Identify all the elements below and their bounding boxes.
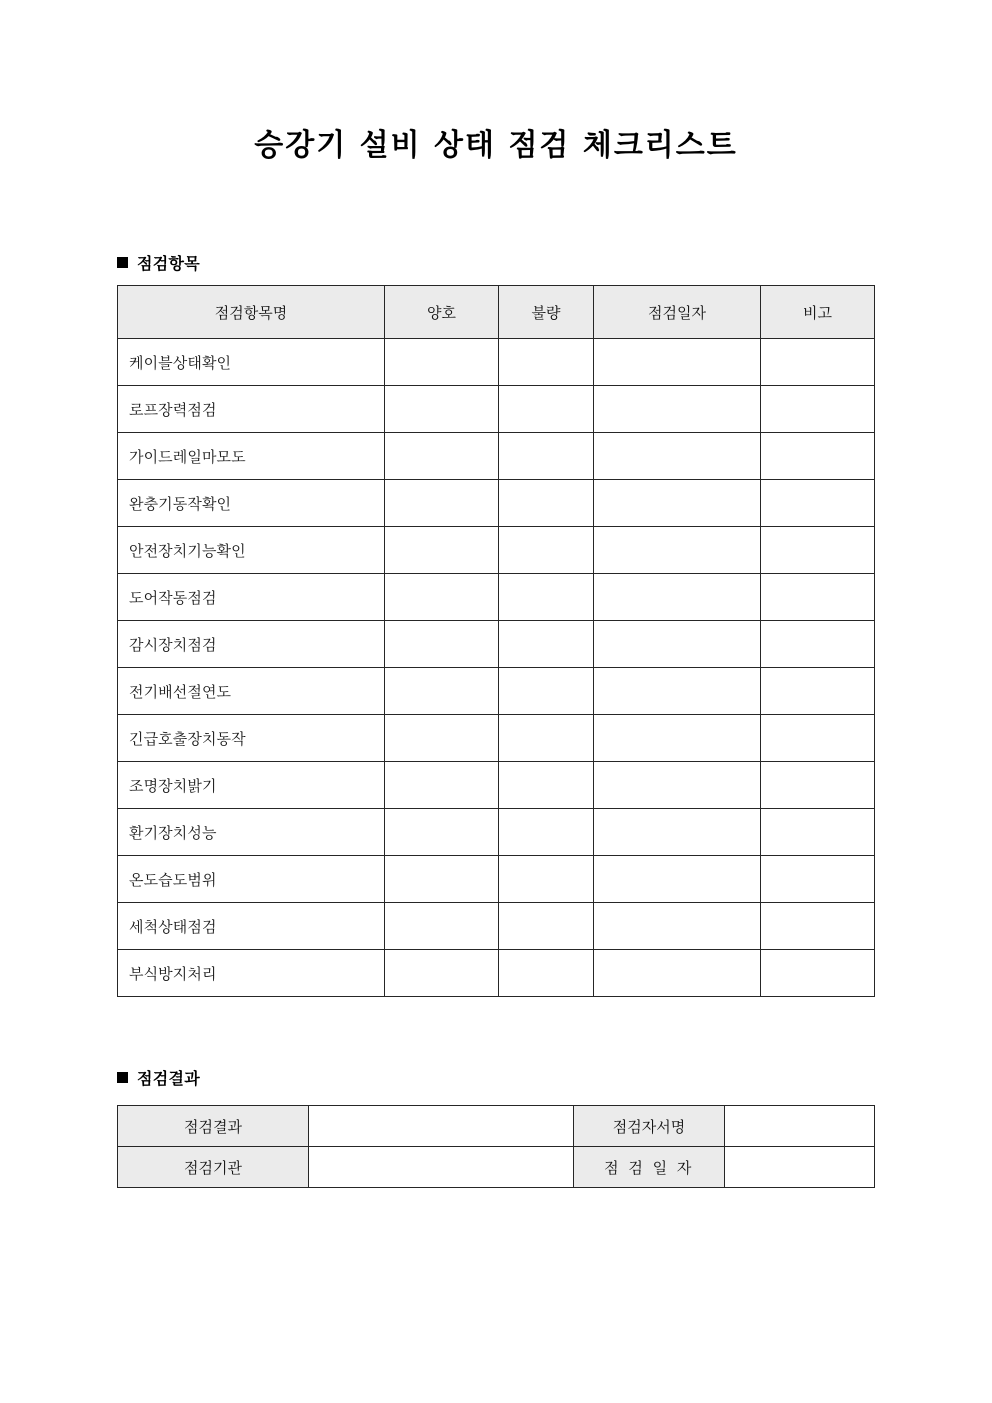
cell-good[interactable] — [385, 433, 499, 480]
cell-item-name: 케이블상태확인 — [118, 339, 385, 386]
cell-bad[interactable] — [499, 668, 594, 715]
cell-bad[interactable] — [499, 762, 594, 809]
bullet-square-icon — [117, 1072, 128, 1083]
table-header-row — [118, 286, 875, 339]
table-row — [118, 762, 875, 809]
cell-label-right: 점검자서명 — [574, 1106, 725, 1147]
cell-date[interactable] — [594, 715, 761, 762]
cell-remark[interactable] — [761, 433, 875, 480]
table-row — [118, 480, 875, 527]
cell-item-name: 조명장치밝기 — [118, 762, 385, 809]
cell-value-right[interactable] — [725, 1147, 875, 1188]
cell-bad[interactable] — [499, 386, 594, 433]
cell-remark[interactable] — [761, 527, 875, 574]
inspection-items-table — [117, 285, 875, 997]
cell-date[interactable] — [594, 339, 761, 386]
cell-date[interactable] — [594, 527, 761, 574]
cell-bad[interactable] — [499, 621, 594, 668]
cell-good[interactable] — [385, 950, 499, 997]
cell-good[interactable] — [385, 715, 499, 762]
cell-item-name: 가이드레일마모도 — [118, 433, 385, 480]
cell-good[interactable] — [385, 386, 499, 433]
column-header-remark: 비고 — [761, 286, 875, 339]
table-row — [118, 433, 875, 480]
cell-remark[interactable] — [761, 339, 875, 386]
cell-date[interactable] — [594, 809, 761, 856]
cell-item-name: 전기배선절연도 — [118, 668, 385, 715]
cell-remark[interactable] — [761, 574, 875, 621]
cell-good[interactable] — [385, 856, 499, 903]
table-row — [118, 809, 875, 856]
cell-good[interactable] — [385, 903, 499, 950]
cell-good[interactable] — [385, 480, 499, 527]
cell-date[interactable] — [594, 950, 761, 997]
cell-date[interactable] — [594, 480, 761, 527]
table-row — [118, 621, 875, 668]
cell-good[interactable] — [385, 621, 499, 668]
cell-item-name: 로프장력점검 — [118, 386, 385, 433]
cell-label-left: 점검기관 — [118, 1147, 309, 1188]
cell-remark[interactable] — [761, 809, 875, 856]
cell-value-left[interactable] — [309, 1147, 574, 1188]
table-row — [118, 339, 875, 386]
section-heading-inspection-result — [117, 1066, 200, 1089]
cell-remark[interactable] — [761, 856, 875, 903]
column-header-good: 양호 — [385, 286, 499, 339]
cell-good[interactable] — [385, 668, 499, 715]
cell-remark[interactable] — [761, 762, 875, 809]
table-row — [118, 574, 875, 621]
page-title: 승강기 설비 상태 점검 체크리스트 — [254, 128, 738, 163]
cell-date[interactable] — [594, 856, 761, 903]
table-row — [118, 1106, 875, 1147]
cell-item-name: 안전장치기능확인 — [118, 527, 385, 574]
cell-remark[interactable] — [761, 668, 875, 715]
section-heading-label: 점검결과 — [137, 1069, 201, 1088]
cell-remark[interactable] — [761, 715, 875, 762]
column-header-bad: 불량 — [499, 286, 594, 339]
table-row — [118, 1147, 875, 1188]
cell-item-name: 도어작동점검 — [118, 574, 385, 621]
cell-label-left: 점검결과 — [118, 1106, 309, 1147]
cell-bad[interactable] — [499, 339, 594, 386]
cell-bad[interactable] — [499, 950, 594, 997]
column-header-date: 점검일자 — [594, 286, 761, 339]
section-heading-label: 점검항목 — [137, 254, 201, 273]
cell-bad[interactable] — [499, 715, 594, 762]
cell-good[interactable] — [385, 762, 499, 809]
cell-item-name: 감시장치점검 — [118, 621, 385, 668]
cell-date[interactable] — [594, 574, 761, 621]
cell-item-name: 온도습도범위 — [118, 856, 385, 903]
table-row — [118, 715, 875, 762]
cell-good[interactable] — [385, 574, 499, 621]
cell-remark[interactable] — [761, 903, 875, 950]
cell-bad[interactable] — [499, 809, 594, 856]
cell-remark[interactable] — [761, 950, 875, 997]
cell-remark[interactable] — [761, 386, 875, 433]
cell-bad[interactable] — [499, 574, 594, 621]
table-row — [118, 527, 875, 574]
cell-value-left[interactable] — [309, 1106, 574, 1147]
cell-value-right[interactable] — [725, 1106, 875, 1147]
cell-date[interactable] — [594, 386, 761, 433]
cell-bad[interactable] — [499, 903, 594, 950]
table-row — [118, 386, 875, 433]
table-row — [118, 950, 875, 997]
cell-bad[interactable] — [499, 480, 594, 527]
cell-date[interactable] — [594, 621, 761, 668]
cell-bad[interactable] — [499, 856, 594, 903]
cell-date[interactable] — [594, 762, 761, 809]
bullet-square-icon — [117, 257, 128, 268]
table-row — [118, 668, 875, 715]
cell-date[interactable] — [594, 668, 761, 715]
cell-date[interactable] — [594, 433, 761, 480]
table-row — [118, 903, 875, 950]
table-row — [118, 856, 875, 903]
cell-item-name: 환기장치성능 — [118, 809, 385, 856]
cell-bad[interactable] — [499, 433, 594, 480]
cell-date[interactable] — [594, 903, 761, 950]
cell-bad[interactable] — [499, 527, 594, 574]
cell-item-name: 완충기동작확인 — [118, 480, 385, 527]
cell-label-right: 점 검 일 자 — [574, 1147, 725, 1188]
cell-item-name: 긴급호출장치동작 — [118, 715, 385, 762]
cell-remark[interactable] — [761, 480, 875, 527]
cell-remark[interactable] — [761, 621, 875, 668]
cell-good[interactable] — [385, 809, 499, 856]
cell-item-name: 세척상태점검 — [118, 903, 385, 950]
cell-good[interactable] — [385, 527, 499, 574]
section-heading-inspection-items — [117, 251, 200, 274]
inspection-result-table — [117, 1105, 875, 1188]
column-header-item-name: 점검항목명 — [118, 286, 385, 339]
cell-good[interactable] — [385, 339, 499, 386]
cell-item-name: 부식방지처리 — [118, 950, 385, 997]
